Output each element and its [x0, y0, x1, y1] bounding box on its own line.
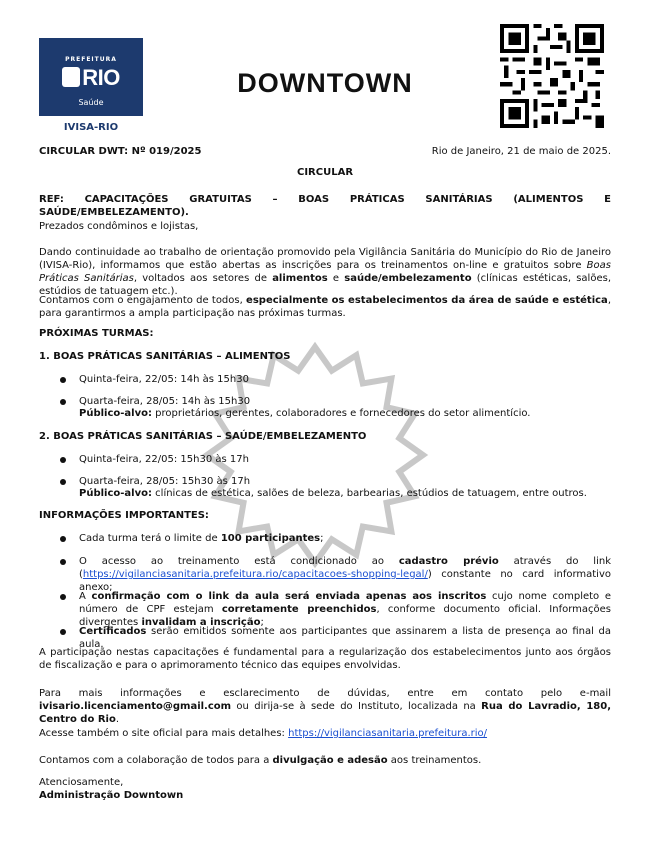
registration-link[interactable]: https://vigilanciasanitaria.prefeitura.rio/capacitacoes-shopping-legal/: [82, 569, 428, 580]
official-site-link[interactable]: https://vigilanciasanitaria.prefeitura.rio/: [288, 728, 488, 739]
bullet-icon: [60, 559, 66, 565]
greeting: Prezados condôminos e lojistas,: [39, 221, 199, 232]
list-item: Quarta-feira, 28/05: 15h30 às 17h: [79, 476, 251, 487]
participation-paragraph: A participação nestas capacitações é fundamental para a regularização dos estabelecimentos junto aos órgãos de fiscalização e para o aprimoramento técnico das equipes envolvidas.: [39, 647, 611, 671]
collaboration-paragraph: Contamos com a colaboração de todos para a divulgação e adesão aos treinamentos.: [39, 755, 482, 766]
list-item: Quinta-feira, 22/05: 14h às 15h30: [79, 374, 249, 385]
section1-title: 1. BOAS PRÁTICAS SANITÁRIAS – ALIMENTOS: [39, 351, 291, 362]
logo-sub-text: Saúde: [78, 98, 104, 107]
list-item: O acesso ao treinamento está condicionado ao cadastro prévio através do link (https://vigilanciasanitaria.prefeitura.rio/capacitacoes-shopping-legal/) constante no card informativo anexo;: [79, 556, 611, 593]
bullet-icon: [60, 479, 66, 485]
list-item: Quarta-feira, 28/05: 14h às 15h30: [79, 396, 251, 407]
list-item: Quinta-feira, 22/05: 15h30 às 17h: [79, 454, 249, 465]
intro-paragraph: Dando continuidade ao trabalho de orientação promovido pela Vigilância Sanitária do Município do Rio de Janeiro (IVISA-Rio), informamos que estão abertas as inscrições para os treinamentos on-line e gratuitos sobre Boas Práticas Sanitárias, voltados aos setores de alimentos e saúde/embelezamento (clínicas estéticas, salões, estúdios de tatuagem etc.).: [39, 247, 611, 297]
section2-title: 2. BOAS PRÁTICAS SANITÁRIAS – SAÚDE/EMBELEZAMENTO: [39, 431, 367, 442]
contact-paragraph: Para mais informações e esclarecimento de dúvidas, entre em contato pelo e-mail ivisario.licenciamento@gmail.com ou dirija-se à sede do Instituto, localizada na Rua do Lavradio, 180, Centro do Rio.: [39, 688, 611, 725]
section2-audience: Público-alvo: clínicas de estética, salões de beleza, barbearias, estúdios de tatuagem, entre outros.: [79, 488, 587, 499]
brand-title: DOWNTOWN: [237, 68, 413, 98]
contact-address: Rua do Lavradio, 180, Centro do Rio: [39, 701, 611, 725]
site-paragraph: Acesse também o site oficial para mais detalhes: https://vigilanciasanitaria.prefeitura.rio/: [39, 728, 488, 739]
bullet-icon: [60, 594, 66, 600]
circular-number: CIRCULAR DWT: Nº 019/2025: [39, 146, 202, 157]
list-item: Cada turma terá o limite de 100 participantes;: [79, 533, 324, 544]
bullet-icon: [60, 399, 66, 405]
section1-audience: Público-alvo: proprietários, gerentes, colaboradores e fornecedores do setor alimentício.: [79, 408, 531, 419]
list-item: Certificados serão emitidos somente aos participantes que assinarem a lista de presença ao final da aula.: [79, 626, 611, 650]
closing: Atenciosamente,: [39, 777, 124, 788]
engagement-paragraph: Contamos com o engajamento de todos, especialmente os estabelecimentos da área de saúde e estética, para garantirmos a ampla participação nas próximas turmas.: [39, 295, 611, 319]
bullet-icon: [60, 536, 66, 542]
institute-label: IVISA-RIO: [63, 122, 119, 133]
logo-main-text: [39, 64, 143, 93]
signature: Administração Downtown: [39, 790, 184, 801]
bullet-icon: [60, 457, 66, 463]
logo-main-word: RIO: [82, 65, 120, 90]
seal-icon: [62, 67, 80, 87]
document-date: Rio de Janeiro, 21 de maio de 2025.: [431, 146, 611, 157]
document-heading: CIRCULAR: [296, 167, 354, 178]
important-heading: INFORMAÇÕES IMPORTANTES:: [39, 510, 209, 521]
reference-line: REF: CAPACITAÇÕES GRATUITAS – BOAS PRÁTICAS SANITÁRIAS (ALIMENTOS E SAÚDE/EMBELEZAMENTO).: [39, 194, 611, 218]
bullet-icon: [60, 629, 66, 635]
contact-email: ivisario.licenciamento@gmail.com: [39, 701, 232, 712]
prefeitura-rio-logo: [39, 38, 143, 116]
next-classes-heading: PRÓXIMAS TURMAS:: [39, 328, 154, 339]
qr-code-icon: [500, 24, 604, 128]
list-item: A confirmação com o link da aula será enviada apenas aos inscritos cujo nome completo e número de CPF estejam corretamente preenchidos, conforme documento oficial. Informações divergentes invalidam a inscrição;: [79, 591, 611, 628]
logo-top-text: PREFEITURA: [65, 56, 117, 63]
bullet-icon: [60, 377, 66, 383]
